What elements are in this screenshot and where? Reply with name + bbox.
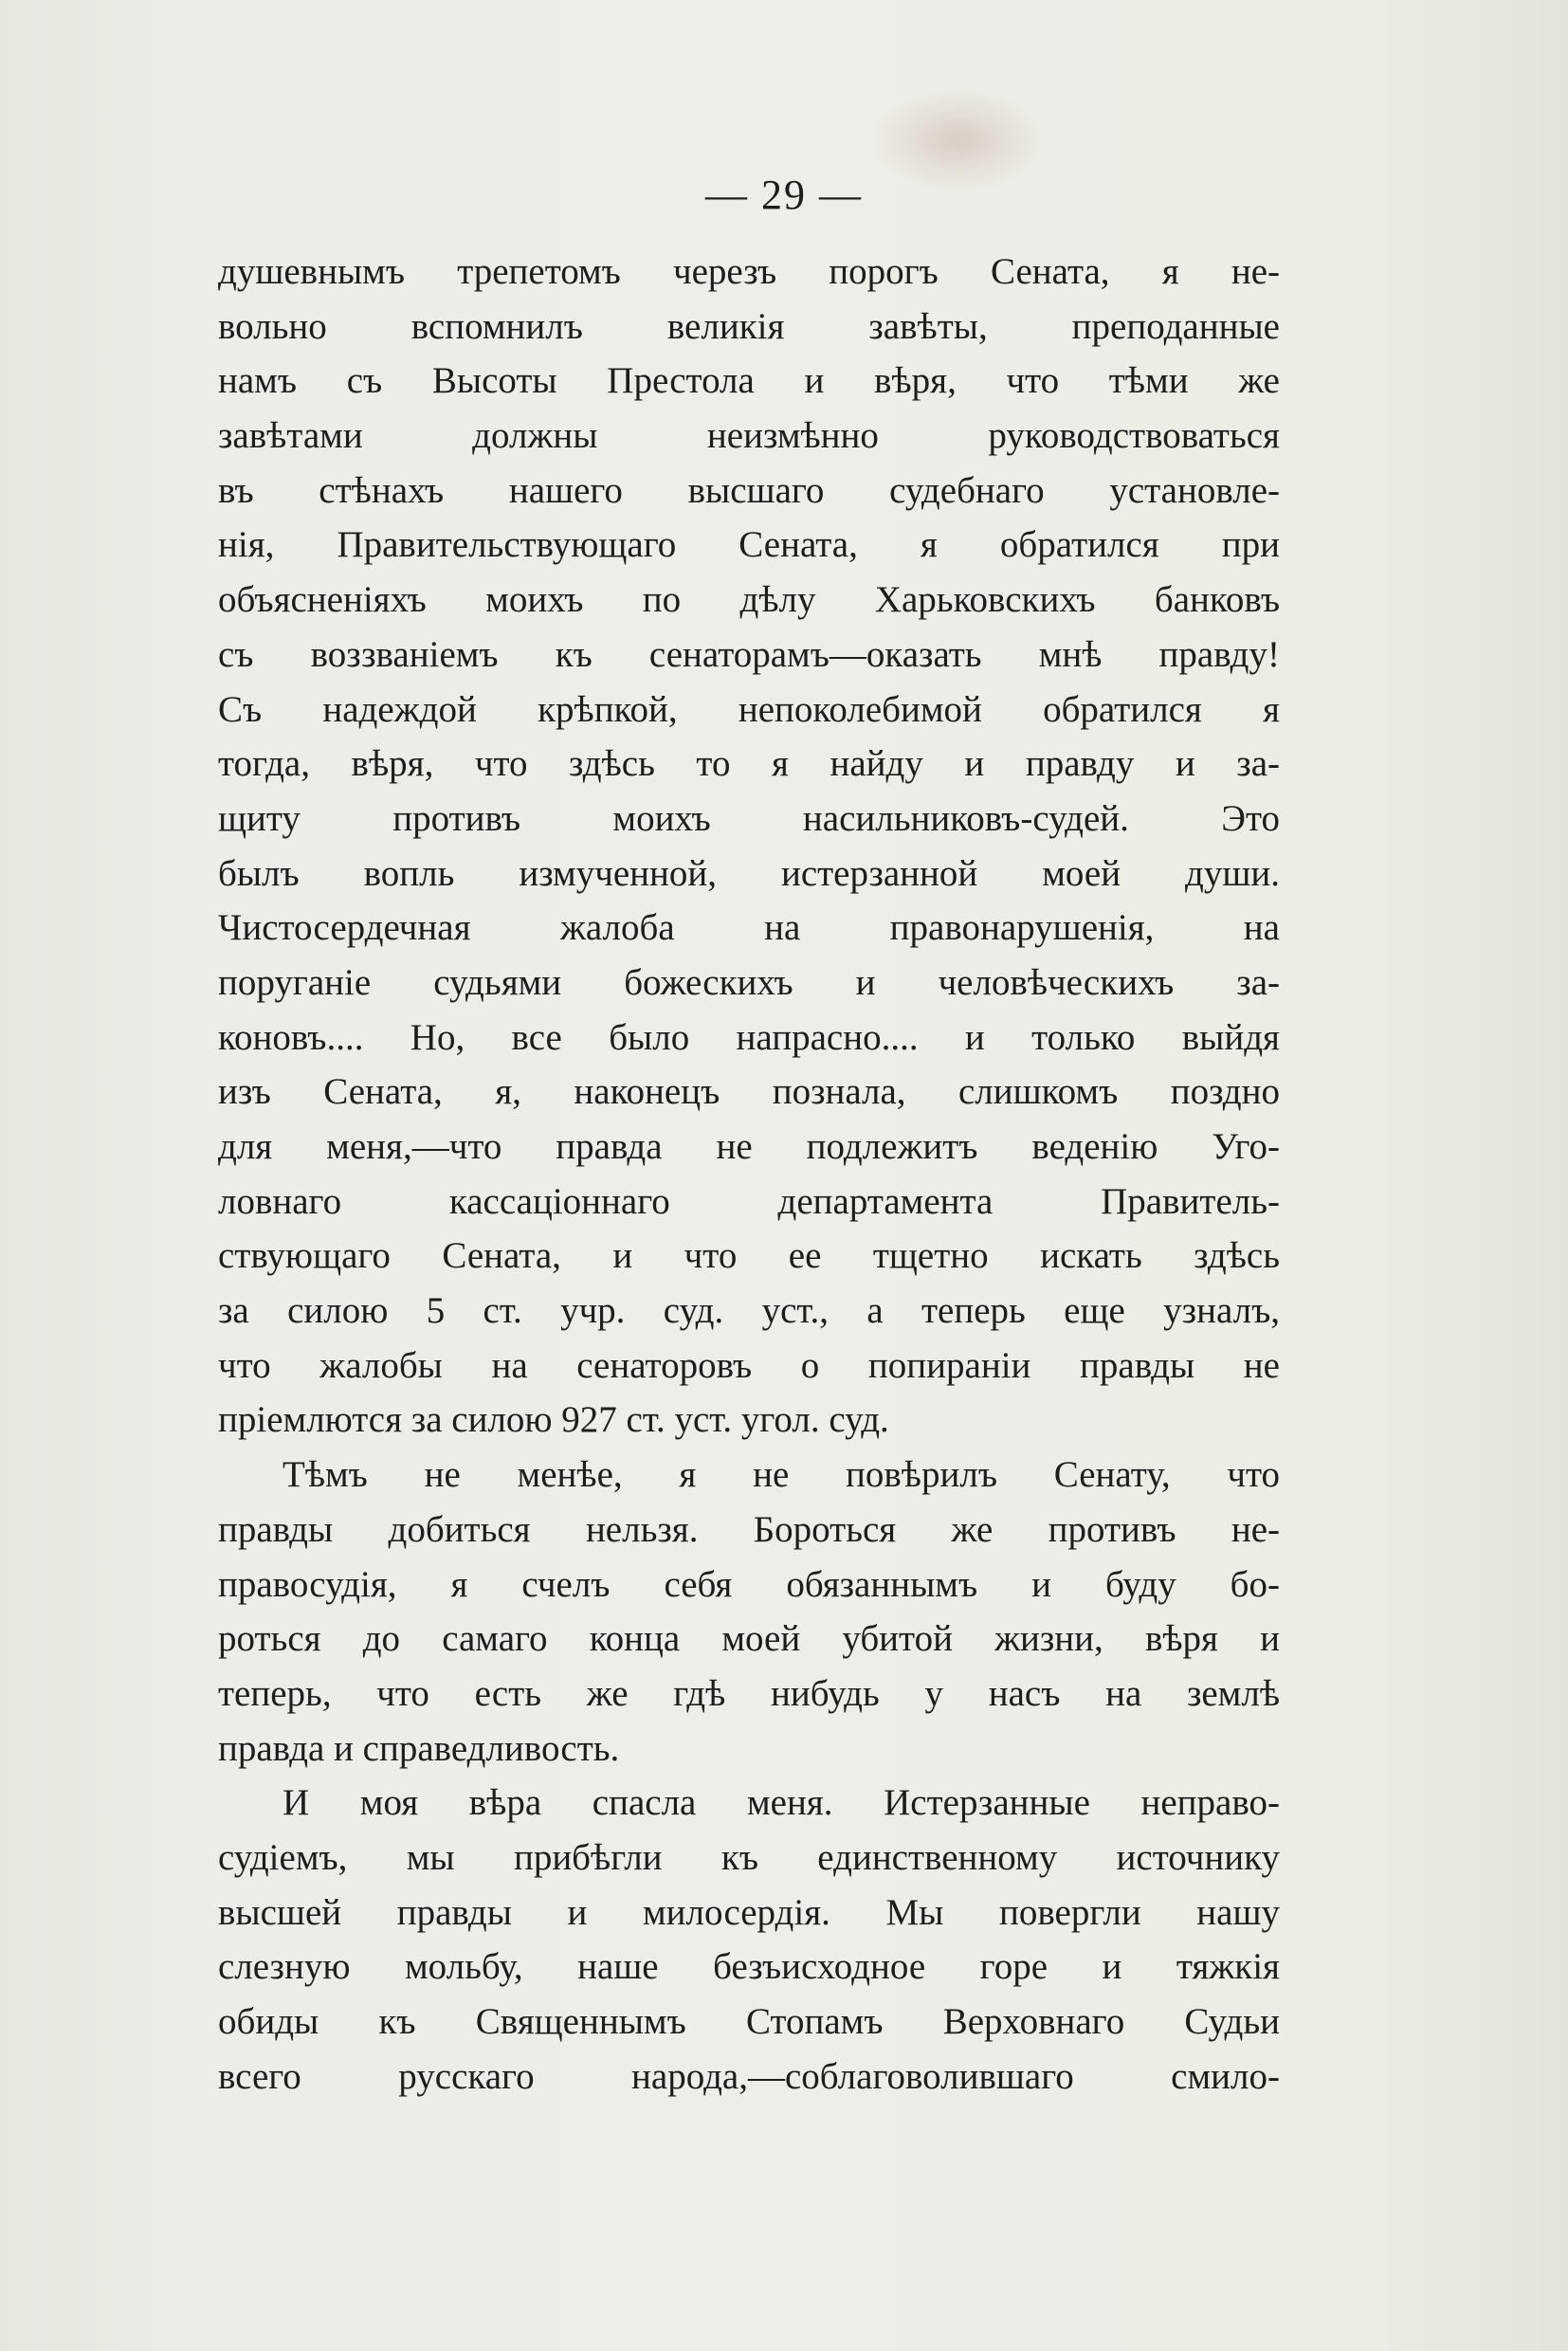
text-line: обиды къ Священнымъ Стопамъ Верховнаго Судьи	[218, 2001, 1280, 2042]
text-line: И моя вѣра спасла меня. Истерзанные неправо-	[283, 1782, 1280, 1824]
text-line: слезную мольбу, наше безъисходное горе и тяжкія	[218, 1946, 1280, 1988]
text-line: за силою 5 ст. учр. суд. уст., а теперь еще узналъ,	[218, 1290, 1280, 1332]
text-line: тогда, вѣря, что здѣсь то я найду и правду и за-	[218, 743, 1280, 785]
body-text	[218, 245, 1280, 2104]
text-line: что жалобы на сенаторовъ о попираніи правды не	[218, 1344, 1280, 1386]
text-line: роться до самаго конца моей убитой жизни, вѣря и	[218, 1618, 1280, 1660]
text-line: съ воззваніемъ къ сенаторамъ—оказать мнѣ правду!	[218, 633, 1280, 675]
text-line: всего русскаго народа,—соблаговолившаго смило-	[218, 2055, 1280, 2097]
text-line: пріемлются за силою 927 ст. уст. угол. суд.	[218, 1399, 889, 1441]
text-line: завѣтами должны неизмѣнно руководствоваться	[218, 415, 1280, 457]
text-line: поруганіе судьями божескихъ и человѣческихъ за-	[218, 961, 1280, 1003]
text-line: для меня,—что правда не подлежитъ веденію Уго-	[218, 1126, 1280, 1167]
text-line: правосудія, я счелъ себя обязаннымъ и буду бо-	[218, 1563, 1280, 1605]
text-line: объясненіяхъ моихъ по дѣлу Харьковскихъ банковъ	[218, 579, 1280, 621]
text-line: щиту противъ моихъ насильниковъ-судей. Это	[218, 797, 1280, 839]
text-line: правда и справедливость.	[218, 1727, 620, 1769]
text-line: изъ Сената, я, наконецъ познала, слишкомъ поздно	[218, 1071, 1280, 1113]
text-line: намъ съ Высоты Престола и вѣря, что тѣми же	[218, 360, 1280, 402]
text-line: ствующаго Сената, и что ее тщетно искать здѣсь	[218, 1235, 1280, 1277]
text-line: судіемъ, мы прибѣгли къ единственному источнику	[218, 1836, 1280, 1878]
page-number: — 29 —	[705, 172, 863, 218]
text-line: Чистосердечная жалоба на правонарушенія, на	[218, 907, 1280, 949]
text-line: коновъ.... Но, все было напрасно.... и только выйдя	[218, 1016, 1280, 1058]
text-line: теперь, что есть же гдѣ нибудь у насъ на землѣ	[218, 1672, 1280, 1714]
text-line: душевнымъ трепетомъ черезъ порогъ Сената, я не-	[218, 251, 1280, 292]
text-line: нія, Правительствующаго Сената, я обратился при	[218, 524, 1280, 566]
text-line: ловнаго кассаціоннаго департамента Правитель-	[218, 1180, 1280, 1222]
text-line: высшей правды и милосердія. Мы повергли нашу	[218, 1891, 1280, 1933]
text-line: Тѣмъ не менѣе, я не повѣрилъ Сенату, что	[283, 1454, 1280, 1496]
text-line: былъ вопль измученной, истерзанной моей души.	[218, 852, 1280, 894]
text-line: въ стѣнахъ нашего высшаго судебнаго установле-	[218, 469, 1280, 511]
text-line: правды добиться нельзя. Бороться же противъ не-	[218, 1508, 1280, 1550]
text-line: вольно вспомнилъ великія завѣты, преподанные	[218, 305, 1280, 347]
text-line: Съ надеждой крѣпкой, непоколебимой обратился я	[218, 688, 1280, 730]
